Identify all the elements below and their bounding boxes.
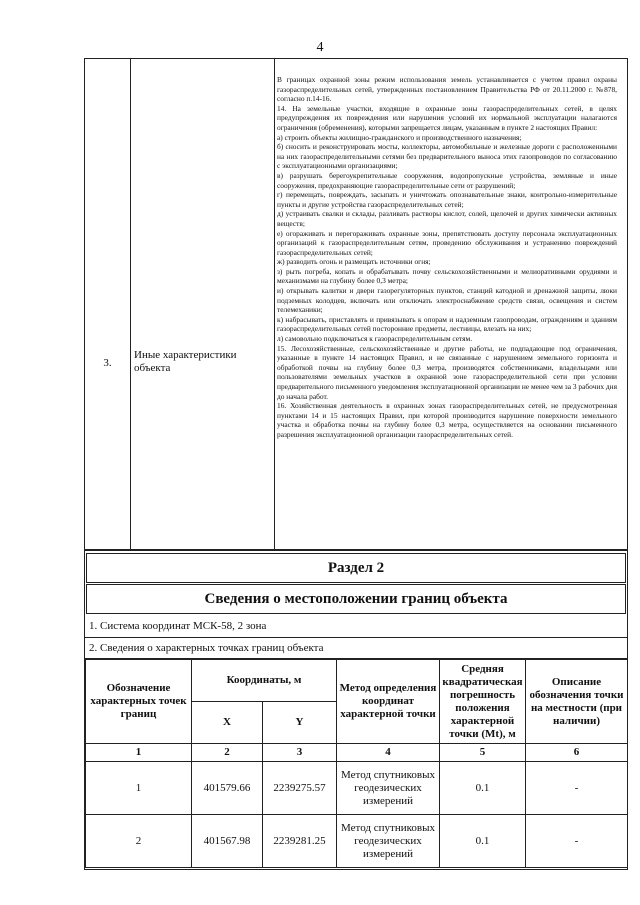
characteristics-table bbox=[84, 58, 628, 550]
page-number: 4 bbox=[316, 40, 324, 55]
column-divider bbox=[130, 59, 131, 549]
rule-paragraph: 16. Хозяйственная деятельность в охранных зонах газораспределительных сетей, не предусмотренная пунктами 14 и 15 настоящих Правил, при которой производится нарушение поверхности земельного участка и обработка почвы на глубину более 0,3 метра, осуществляется на основании письменного разрешения эксплуатационной организации газораспределительных сетей. bbox=[277, 401, 617, 439]
column-number: 2 bbox=[192, 744, 263, 762]
table-row bbox=[86, 815, 628, 868]
section-title: Сведения о местоположении границ объекта bbox=[86, 584, 626, 614]
rule-paragraph: б) сносить и реконструировать мосты, коллекторы, автомобильные и железные дороги с расположенными на них газораспределительными сетями без предварительного выноса этих газопроводов по согласованию с эксплуатационными организациями; bbox=[277, 142, 617, 171]
rule-paragraph: 14. На земельные участки, входящие в охранные зоны газораспределительных сетей, в целях предупреждения их повреждения или нарушения условий их нормальной эксплуатации налагаются ограничения (обременения), которыми запрещается лицам, указанным в пункте 2 настоящих Правил: bbox=[277, 103, 617, 132]
column-number: 1 bbox=[86, 744, 192, 762]
point-method: Метод спутниковых геодезических измерений bbox=[337, 815, 440, 868]
point-x: 401579.66 bbox=[192, 762, 263, 815]
rule-paragraph: и) открывать калитки и двери газорегуляторных пунктов, станций катодной и дренажной защиты, люки подземных колодцев, включать или отключать электроснабжение средств связи, освещения и систем телемеханики; bbox=[277, 286, 617, 315]
row-number: 3. bbox=[103, 357, 112, 369]
column-number: 6 bbox=[526, 744, 628, 762]
points-table bbox=[85, 659, 628, 868]
column-divider bbox=[274, 59, 275, 549]
point-id: 1 bbox=[86, 762, 192, 815]
point-accuracy: 0.1 bbox=[440, 815, 526, 868]
row-label: Иные характеристики объекта bbox=[134, 349, 237, 374]
column-number: 3 bbox=[263, 744, 337, 762]
header-method: Метод определения координат характерной точки bbox=[337, 660, 440, 744]
rule-paragraph: л) самовольно подключаться к газораспределительным сетям. bbox=[277, 334, 473, 344]
header-accuracy: Средняя квадратическая погрешность положения характерной точки (Mt), м bbox=[440, 660, 526, 744]
rule-paragraph: ж) разводить огонь и размещать источники огня; bbox=[277, 257, 431, 267]
table-row bbox=[86, 762, 628, 815]
point-id: 2 bbox=[86, 815, 192, 868]
coordinate-system: 1. Система координат МСК-58, 2 зона bbox=[85, 616, 627, 638]
rule-paragraph: В границах охранной зоны режим использования земель устанавливается с учетом правил охраны газораспределительных сетей, утвержденных постановлением Правительства РФ от 20.11.2000 г. №878, согласно п.14-16. bbox=[277, 75, 617, 104]
point-method: Метод спутниковых геодезических измерений bbox=[337, 762, 440, 815]
points-caption: 2. Сведения о характерных точках границ объекта bbox=[85, 638, 627, 659]
point-x: 401567.98 bbox=[192, 815, 263, 868]
header-x: X bbox=[192, 702, 263, 744]
header-y: Y bbox=[263, 702, 337, 744]
rule-paragraph: г) перемещать, повреждать, засыпать и уничтожать опознавательные знаки, контрольно-измерительные пункты и другие устройства газораспределительных сетей; bbox=[277, 190, 617, 209]
rule-paragraph: з) рыть погреба, копать и обрабатывать почву сельскохозяйственными и мелиоративными орудиями и механизмами на глубину более 0,3 метра; bbox=[277, 266, 617, 286]
header-description: Описание обозначения точки на местности (при наличии) bbox=[526, 660, 628, 744]
point-y: 2239275.57 bbox=[263, 762, 337, 815]
point-description: - bbox=[526, 815, 628, 868]
rule-paragraph: в) разрушать берегоукрепительные сооружения, водопропускные устройства, земляные и иные сооружения, предохраняющие газораспределительные сети от разрушений; bbox=[277, 170, 617, 190]
column-number: 4 bbox=[337, 744, 440, 762]
header-coordinates: Координаты, м bbox=[192, 660, 337, 702]
point-y: 2239281.25 bbox=[263, 815, 337, 868]
rule-paragraph: д) устраивать свалки и склады, разливать растворы кислот, солей, щелочей и других химически активных веществ; bbox=[277, 209, 617, 228]
rule-paragraph: е) огораживать и перегораживать охранные зоны, препятствовать доступу персонала эксплуатационных организаций к газораспределительным сетям, проведению обслуживания и устранению повреждений газораспределительных сетей; bbox=[277, 228, 617, 257]
rule-paragraph: а) строить объекты жилищно-гражданского и производственного назначения; bbox=[277, 132, 522, 142]
rule-paragraph: 15. Лесохозяйственные, сельскохозяйственные и другие работы, не подпадающие под ограничения, указанные в пункте 14 настоящих Правил, и не связанные с нарушением земельного горизонта и обработкой почвы на глубину более 0,3 метра, производятся собственниками, владельцами или пользователями земельных участков в охранной зоне газораспределительной сети при условии предварительного письменного уведомления эксплуатационной организации не менее чем за 3 рабочих дня до начала работ. bbox=[277, 343, 617, 401]
header-designation: Обозначение характерных точек границ bbox=[86, 660, 192, 744]
point-accuracy: 0.1 bbox=[440, 762, 526, 815]
restrictions-text bbox=[277, 75, 617, 440]
column-number: 5 bbox=[440, 744, 526, 762]
section-heading: Раздел 2 bbox=[86, 553, 626, 583]
point-description: - bbox=[526, 762, 628, 815]
rule-paragraph: к) набрасывать, приставлять и привязывать к опорам и надземным газопроводам, ограждениям и зданиям газораспределительных сетей посторонние предметы, лестницы, влезать на них; bbox=[277, 314, 617, 334]
section-2 bbox=[84, 550, 628, 870]
